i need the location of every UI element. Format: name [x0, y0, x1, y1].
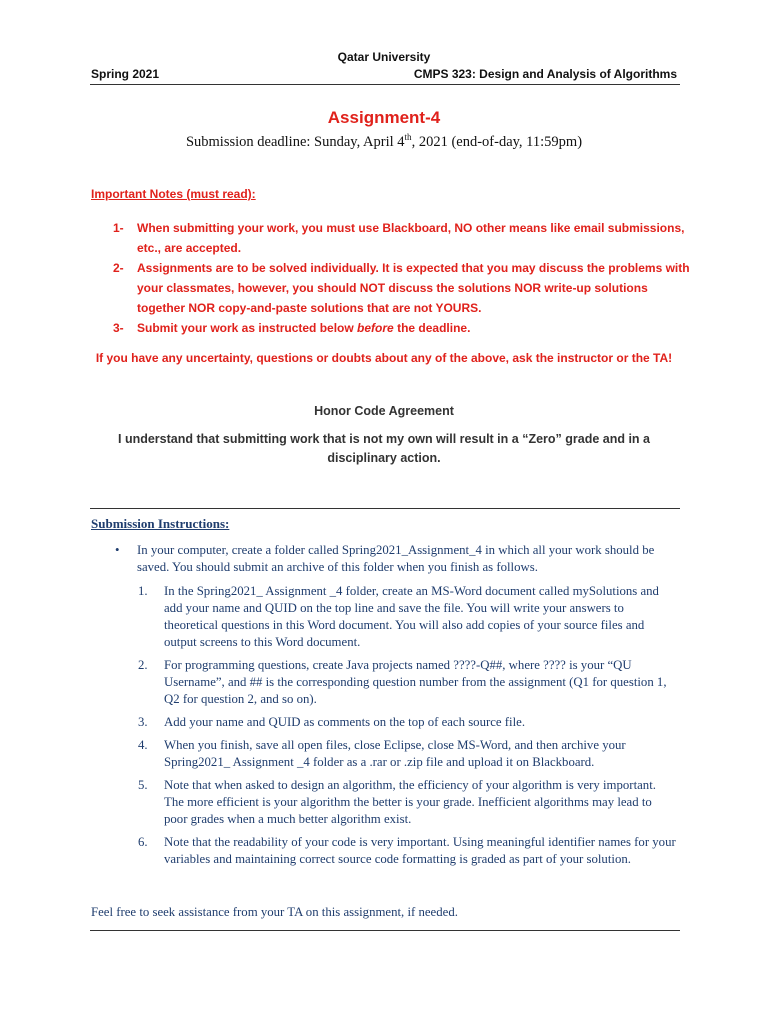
note-text: When submitting your work, you must use Blackboard, NO other means like email submissions, etc., are accepted.: [137, 221, 685, 255]
note-item: [113, 258, 693, 318]
important-notes-heading: Important Notes (must read):: [91, 187, 256, 201]
note-text-b: the deadline.: [393, 321, 471, 335]
term-label: Spring 2021: [91, 67, 160, 81]
note-number: 1-: [113, 221, 124, 235]
important-notes-list: [113, 218, 693, 338]
submission-top-divider: [90, 508, 680, 509]
step-number: 1.: [138, 584, 148, 598]
assignment-title: Assignment-4: [327, 108, 441, 127]
step-item: [138, 777, 678, 828]
honor-code-text: I understand that submitting work that is not my own will result in a “Zero” grade and in a disciplinary action.: [118, 432, 650, 465]
header-divider: [90, 84, 680, 85]
submission-instructions-heading: Submission Instructions:: [91, 516, 230, 531]
deadline-superscript: th: [404, 132, 412, 142]
bullet-icon: •: [115, 543, 120, 557]
submission-bottom-divider: [90, 930, 680, 931]
ta-assistance-note: Feel free to seek assistance from your TA on this assignment, if needed.: [91, 905, 458, 919]
university-name: Qatar University: [337, 50, 431, 64]
step-number: 5.: [138, 778, 148, 792]
course-title: CMPS 323: Design and Analysis of Algorithms: [413, 67, 677, 81]
step-item: [138, 834, 678, 868]
step-text: Note that when asked to design an algorithm, the efficiency of your algorithm is very important. The more efficient is your algorithm the better is your grade. Inefficient algorithms may lead to poor grades when a much better algorithm exist.: [164, 778, 656, 826]
step-number: 6.: [138, 835, 148, 849]
step-item: [138, 714, 678, 731]
step-text: For programming questions, create Java projects named ????-Q##, where ???? is your “QU Username”, and ## is the corresponding question number from the assignment (Q1 for question 1, Q2 for question 2, and so on).: [164, 658, 667, 706]
step-item: [138, 583, 678, 651]
honor-code-title: Honor Code Agreement: [314, 404, 454, 418]
note-number: 2-: [113, 261, 124, 275]
step-text: When you finish, save all open files, close Eclipse, close MS-Word, and then archive your Spring2021_ Assignment _4 folder as a .rar or .zip file and upload it on Blackboard.: [164, 738, 626, 769]
step-number: 4.: [138, 738, 148, 752]
note-text: Assignments are to be solved individually. It is expected that you may discuss the problems with your classmates, however, you should NOT discuss the solutions NOR write-up solutions together NOR copy-and-paste solutions that are not YOURS.: [137, 261, 690, 315]
submission-intro-text: In your computer, create a folder called Spring2021_Assignment_4 in which all your work should be saved. You should submit an archive of this folder when you finish as follows.: [137, 543, 655, 574]
note-item: [113, 218, 693, 258]
step-item: [138, 737, 678, 771]
note-emphasis: before: [357, 321, 394, 335]
note-item: [113, 318, 693, 338]
step-item: [138, 657, 678, 708]
submission-deadline: [0, 132, 768, 151]
step-number: 2.: [138, 658, 148, 672]
deadline-suffix: , 2021 (end-of-day, 11:59pm): [411, 133, 583, 150]
note-text-a: Submit your work as instructed below: [137, 321, 358, 335]
uncertainty-note: If you have any uncertainty, questions or doubts about any of the above, ask the instructor or the TA!: [95, 351, 673, 365]
step-text: Add your name and QUID as comments on the top of each source file.: [164, 715, 526, 729]
step-text: Note that the readability of your code is very important. Using meaningful identifier names for your variables and maintaining correct source code formatting is graded as part of your solution.: [164, 835, 676, 866]
step-number: 3.: [138, 715, 148, 729]
step-text: In the Spring2021_ Assignment _4 folder, create an MS-Word document called mySolutions and add your name and QUID on the top line and save the file. You will write your answers to theoretical questions in this Word document. You will also add copies of your source files and output screens to this Word document.: [164, 584, 659, 649]
deadline-prefix: Submission deadline: Sunday, April 4: [185, 133, 405, 150]
submission-steps-list: [138, 583, 678, 874]
note-number: 3-: [113, 321, 124, 335]
